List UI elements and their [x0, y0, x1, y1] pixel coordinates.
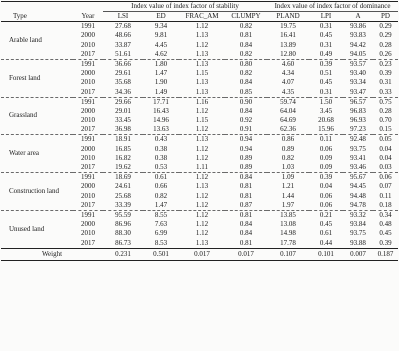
value-cell: 1.12 — [179, 210, 225, 220]
value-cell: 0.53 — [154, 163, 168, 171]
value-cell: 8.55 — [143, 210, 179, 220]
value-cell: 0.89 — [239, 163, 253, 171]
value-cell: 16.41 — [280, 31, 296, 40]
value-cell: 93.57 — [343, 59, 373, 69]
header-col: PLAND — [276, 12, 300, 20]
header-type: Type — [13, 12, 27, 21]
value-cell: 0.80 — [225, 59, 267, 69]
weight-value: 0.017 — [225, 248, 267, 260]
value-cell: 93.83 — [350, 31, 366, 40]
table-row — [1, 97, 398, 107]
value-cell: 1.12 — [195, 22, 209, 31]
value-cell: 1.12 — [195, 106, 209, 115]
header-col: ED — [156, 12, 166, 20]
value-cell: 92.48 — [343, 135, 373, 145]
value-cell: 17.71 — [143, 97, 179, 107]
value-cell: 94.48 — [350, 191, 366, 200]
value-cell: 0.38 — [154, 153, 168, 162]
value-cell: 0.90 — [225, 97, 267, 107]
data-table — [1, 1, 398, 261]
value-cell: 0.84 — [239, 229, 253, 238]
weight-value: 0.017 — [179, 248, 225, 260]
value-cell: 0.84 — [239, 40, 253, 49]
year-cell: 1991 — [73, 135, 103, 145]
value-cell: 0.84 — [239, 106, 253, 115]
value-cell: 4.35 — [281, 87, 295, 96]
year-cell: 2010 — [81, 153, 95, 162]
value-cell: 0.45 — [379, 229, 392, 238]
value-cell: 96.83 — [350, 106, 366, 115]
value-cell: 0.45 — [319, 220, 333, 229]
year-cell: 2010 — [81, 229, 95, 238]
table-row — [1, 135, 398, 145]
type-label: Grassland — [1, 97, 73, 135]
value-cell: 0.39 — [379, 69, 392, 78]
value-cell: 0.06 — [373, 173, 398, 183]
value-cell: 95.67 — [343, 173, 373, 183]
value-cell: 96.93 — [350, 116, 366, 125]
value-cell: 0.81 — [239, 31, 253, 40]
value-cell: 1.09 — [267, 173, 309, 183]
value-cell: 0.38 — [154, 144, 168, 153]
year-cell: 2000 — [81, 144, 95, 153]
value-cell: 95.59 — [103, 210, 143, 220]
header-group-dominance: Index value of index factor of dominance — [267, 2, 398, 12]
value-cell: 0.84 — [239, 220, 253, 229]
value-cell: 0.26 — [379, 49, 392, 58]
value-cell: 19.75 — [280, 22, 296, 31]
value-cell: 1.50 — [309, 97, 343, 107]
value-cell: 1.13 — [195, 182, 209, 191]
weight-value: 0.107 — [267, 248, 309, 260]
value-cell: 62.36 — [280, 125, 296, 134]
value-cell: 93.46 — [350, 163, 366, 171]
value-cell: 1.44 — [281, 191, 295, 200]
value-cell: 0.23 — [373, 59, 398, 69]
value-cell: 19.62 — [115, 163, 131, 171]
value-cell: 0.82 — [239, 69, 253, 78]
value-cell: 24.61 — [115, 182, 131, 191]
value-cell: 20.68 — [318, 116, 334, 125]
value-cell: 0.44 — [319, 238, 333, 247]
value-cell: 1.11 — [196, 163, 208, 171]
value-cell: 1.12 — [195, 229, 209, 238]
year-cell: 2017 — [81, 200, 95, 209]
value-cell: 0.39 — [309, 173, 343, 183]
value-cell: 0.51 — [319, 69, 333, 78]
value-cell: 0.18 — [379, 200, 392, 209]
year-cell: 2017 — [81, 163, 95, 171]
value-cell: 1.13 — [179, 135, 225, 145]
value-cell: 0.82 — [239, 49, 253, 58]
value-cell: 0.89 — [239, 153, 253, 162]
value-cell: 29.61 — [115, 69, 131, 78]
value-cell: 1.15 — [195, 116, 209, 125]
value-cell: 27.68 — [115, 22, 131, 31]
year-cell: 2000 — [81, 220, 95, 229]
table-row — [1, 59, 398, 69]
value-cell: 1.16 — [179, 97, 225, 107]
value-cell: 1.21 — [281, 182, 295, 191]
weight-value: 0.501 — [143, 248, 179, 260]
value-cell: 1.03 — [281, 163, 295, 171]
value-cell: 1.47 — [154, 69, 168, 78]
value-cell: 93.86 — [350, 22, 366, 31]
value-cell: 14.98 — [280, 229, 296, 238]
value-cell: 0.31 — [319, 22, 333, 31]
type-label: Forest land — [1, 59, 73, 97]
value-cell: 1.15 — [195, 69, 209, 78]
table-row — [1, 173, 398, 183]
value-cell: 0.28 — [379, 40, 392, 49]
value-cell: 0.84 — [225, 173, 267, 183]
value-cell: 0.06 — [319, 200, 333, 209]
value-cell: 0.86 — [267, 135, 309, 145]
table-row — [1, 210, 398, 220]
value-cell: 13.08 — [280, 220, 296, 229]
value-cell: 0.39 — [379, 238, 392, 247]
value-cell: 0.49 — [319, 49, 333, 58]
value-cell: 1.49 — [154, 87, 168, 96]
year-cell: 1991 — [73, 97, 103, 107]
value-cell: 4.34 — [281, 69, 295, 78]
value-cell: 0.45 — [319, 78, 333, 87]
value-cell: 0.34 — [373, 210, 398, 220]
value-cell: 0.94 — [225, 135, 267, 145]
value-cell: 48.66 — [115, 31, 131, 40]
type-label: Water area — [1, 135, 73, 173]
value-cell: 0.09 — [319, 163, 333, 171]
table-body — [1, 22, 398, 261]
value-cell: 0.06 — [319, 144, 333, 153]
weight-value: 0.187 — [373, 248, 398, 260]
value-cell: 0.94 — [239, 144, 253, 153]
type-label: Construction land — [1, 173, 73, 211]
value-cell: 1.13 — [195, 78, 209, 87]
value-cell: 0.04 — [379, 153, 392, 162]
value-cell: 0.75 — [373, 97, 398, 107]
value-cell: 0.21 — [309, 210, 343, 220]
value-cell: 29.01 — [115, 106, 131, 115]
value-cell: 1.12 — [195, 125, 209, 134]
value-cell: 0.31 — [379, 78, 392, 87]
year-cell: 2017 — [81, 238, 95, 247]
value-cell: 0.11 — [309, 135, 343, 145]
value-cell: 93.32 — [343, 210, 373, 220]
value-cell: 1.80 — [143, 59, 179, 69]
value-cell: 4.07 — [281, 78, 295, 87]
header-col: A — [355, 12, 361, 20]
year-cell: 2010 — [81, 116, 95, 125]
value-cell: 0.39 — [309, 59, 343, 69]
value-cell: 33.45 — [115, 116, 131, 125]
value-cell: 16.43 — [153, 106, 169, 115]
year-cell: 2017 — [81, 87, 95, 96]
value-cell: 93.75 — [350, 229, 366, 238]
value-cell: 16.85 — [115, 144, 131, 153]
value-cell: 25.68 — [115, 191, 131, 200]
value-cell: 94.42 — [350, 40, 366, 49]
value-cell: 13.85 — [267, 210, 309, 220]
type-label: Arable land — [9, 35, 42, 44]
value-cell: 93.40 — [350, 69, 366, 78]
year-cell: 2010 — [81, 78, 95, 87]
value-cell: 0.04 — [379, 144, 392, 153]
value-cell: 93.88 — [350, 238, 366, 247]
year-cell: 2000 — [81, 106, 95, 115]
value-cell: 0.33 — [379, 87, 392, 96]
value-cell: 35.68 — [115, 78, 131, 87]
year-cell: 2010 — [81, 40, 95, 49]
value-cell: 4.62 — [154, 49, 168, 58]
value-cell: 0.81 — [239, 191, 253, 200]
value-cell: 14.96 — [153, 116, 169, 125]
year-cell: 1991 — [73, 173, 103, 183]
value-cell: 1.13 — [195, 238, 209, 247]
value-cell: 0.70 — [379, 116, 392, 125]
value-cell: 1.12 — [195, 153, 209, 162]
value-cell: 93.47 — [350, 87, 366, 96]
value-cell: 1.12 — [195, 40, 209, 49]
value-cell: 1.47 — [154, 200, 168, 209]
year-cell: 2017 — [81, 125, 95, 134]
value-cell: 86.73 — [115, 238, 131, 247]
value-cell: 36.98 — [115, 125, 131, 134]
value-cell: 0.89 — [281, 144, 295, 153]
weight-value: 0.231 — [103, 248, 143, 260]
value-cell: 93.75 — [350, 144, 366, 153]
value-cell: 0.45 — [319, 31, 333, 40]
value-cell: 0.82 — [154, 191, 168, 200]
year-cell: 2010 — [81, 191, 95, 200]
value-cell: 0.61 — [319, 229, 333, 238]
header-col: CLUMPY — [231, 12, 261, 20]
value-cell: 0.43 — [143, 135, 179, 145]
weight-value: 0.101 — [309, 248, 343, 260]
value-cell: 0.05 — [373, 135, 398, 145]
value-cell: 1.12 — [195, 220, 209, 229]
weight-value: 0.007 — [343, 248, 373, 260]
value-cell: 0.11 — [379, 191, 392, 200]
weight-label: Weight — [1, 248, 103, 260]
value-cell: 0.81 — [239, 238, 253, 247]
year-cell: 1991 — [73, 210, 103, 220]
header-col: FRAC_AM — [185, 12, 219, 20]
value-cell: 93.41 — [350, 153, 366, 162]
value-cell: 1.13 — [179, 59, 225, 69]
value-cell: 13.63 — [153, 125, 169, 134]
value-cell: 0.87 — [239, 200, 253, 209]
value-cell: 1.13 — [195, 31, 209, 40]
value-cell: 0.07 — [379, 182, 392, 191]
value-cell: 29.66 — [103, 97, 143, 107]
value-cell: 17.78 — [280, 238, 296, 247]
year-cell: 2000 — [81, 69, 95, 78]
value-cell: 97.23 — [350, 125, 366, 134]
header-group-stability: Index value of index factor of stability — [103, 2, 267, 12]
value-cell: 0.29 — [379, 31, 392, 40]
value-cell: 1.13 — [195, 87, 209, 96]
weight-row — [1, 248, 398, 260]
value-cell: 0.15 — [379, 125, 392, 134]
value-cell: 86.96 — [115, 220, 131, 229]
value-cell: 18.69 — [103, 173, 143, 183]
value-cell: 94.78 — [350, 200, 366, 209]
value-cell: 96.57 — [343, 97, 373, 107]
value-cell: 0.61 — [143, 173, 179, 183]
value-cell: 4.45 — [154, 40, 168, 49]
value-cell: 4.60 — [267, 59, 309, 69]
value-cell: 64.69 — [280, 116, 296, 125]
value-cell: 0.31 — [319, 40, 333, 49]
value-cell: 0.04 — [319, 182, 333, 191]
type-label: Unused land — [1, 210, 73, 248]
header-col: LPI — [320, 12, 332, 20]
value-cell: 1.12 — [195, 191, 209, 200]
value-cell: 0.91 — [239, 125, 253, 134]
value-cell: 88.30 — [115, 229, 131, 238]
value-cell: 18.91 — [103, 135, 143, 145]
value-cell: 13.89 — [280, 40, 296, 49]
value-cell: 59.74 — [267, 97, 309, 107]
year-cell: 1991 — [73, 59, 103, 69]
header-row-top — [1, 2, 398, 12]
value-cell: 0.81 — [225, 210, 267, 220]
value-cell: 0.84 — [239, 78, 253, 87]
value-cell: 0.28 — [379, 106, 392, 115]
value-cell: 93.34 — [350, 78, 366, 87]
value-cell: 16.82 — [115, 153, 131, 162]
value-cell: 0.66 — [154, 182, 168, 191]
value-cell: 0.85 — [239, 87, 253, 96]
value-cell: 8.53 — [154, 238, 168, 247]
value-cell: 1.12 — [179, 173, 225, 183]
value-cell: 0.09 — [319, 153, 333, 162]
value-cell: 94.05 — [350, 49, 366, 58]
year-cell: 2017 — [81, 49, 95, 58]
value-cell: 0.92 — [239, 116, 253, 125]
value-cell: 33.87 — [115, 40, 131, 49]
value-cell: 0.29 — [379, 22, 392, 31]
value-cell: 36.66 — [103, 59, 143, 69]
value-cell: 12.80 — [280, 49, 296, 58]
value-cell: 94.45 — [350, 182, 366, 191]
header-col: LSI — [117, 12, 129, 20]
value-cell: 0.82 — [239, 22, 253, 31]
value-cell: 15.96 — [318, 125, 334, 134]
value-cell: 3.45 — [319, 106, 333, 115]
header-year: Year — [81, 12, 95, 21]
table-row — [1, 22, 398, 32]
value-cell: 93.84 — [350, 220, 366, 229]
year-cell: 2000 — [81, 182, 95, 191]
value-cell: 9.81 — [154, 31, 168, 40]
value-cell: 1.12 — [195, 144, 209, 153]
value-cell: 0.82 — [281, 153, 295, 162]
value-cell: 1.13 — [195, 49, 209, 58]
value-cell: 0.06 — [319, 191, 333, 200]
value-cell: 51.61 — [115, 49, 131, 58]
value-cell: 0.48 — [379, 220, 392, 229]
header-col: PD — [381, 12, 390, 20]
value-cell: 0.03 — [379, 163, 392, 171]
value-cell: 1.90 — [154, 78, 168, 87]
year-cell: 2000 — [81, 31, 95, 40]
value-cell: 34.36 — [115, 87, 131, 96]
value-cell: 9.34 — [154, 22, 168, 31]
value-cell: 1.97 — [281, 200, 295, 209]
value-cell: 0.81 — [239, 182, 253, 191]
value-cell: 1.12 — [195, 200, 209, 209]
value-cell: 33.39 — [115, 200, 131, 209]
value-cell: 64.04 — [280, 106, 296, 115]
value-cell: 6.99 — [154, 229, 168, 238]
value-cell: 7.63 — [154, 220, 168, 229]
value-cell: 0.31 — [319, 87, 333, 96]
year-cell: 1991 — [81, 22, 95, 31]
